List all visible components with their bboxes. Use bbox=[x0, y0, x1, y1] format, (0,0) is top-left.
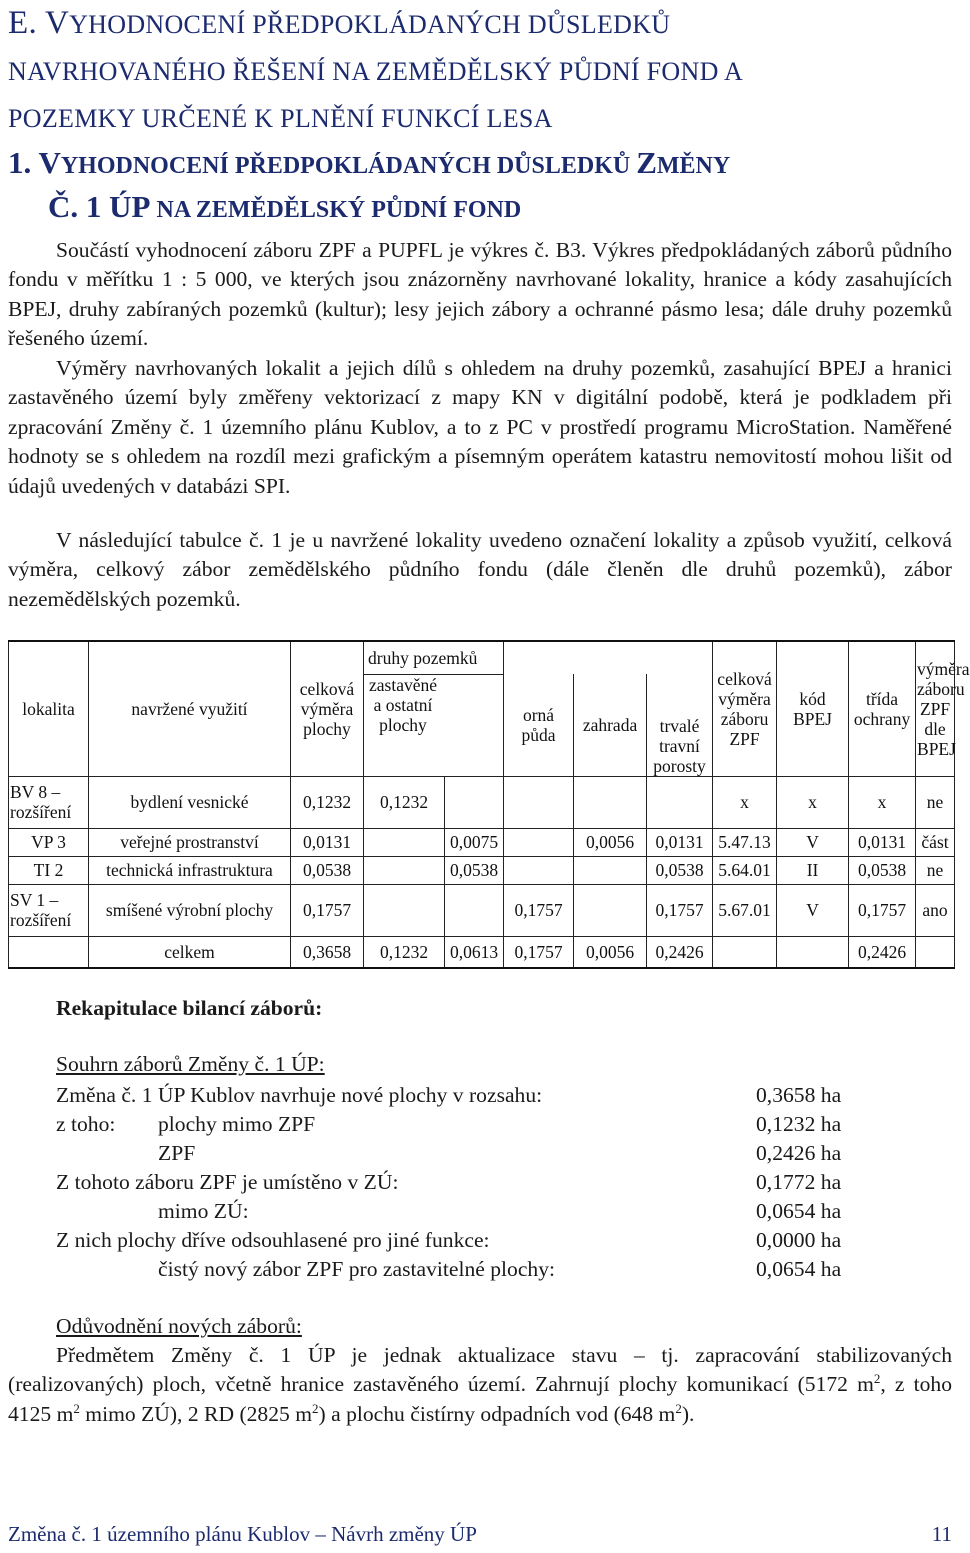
cell-zu: ano bbox=[916, 884, 955, 936]
cell-lokalita: SV 1 – rozšíření bbox=[9, 884, 89, 936]
header-vyuziti: navržené využití bbox=[89, 641, 291, 776]
chapter-title-line1: E. VYHODNOCENÍ PŘEDPOKLÁDANÝCH DŮSLEDKŮ bbox=[8, 5, 671, 41]
cell-zahrada bbox=[504, 856, 574, 884]
header-druhy-pozemku: druhy pozemků bbox=[364, 641, 504, 674]
cell-vyuziti: technická infrastruktura bbox=[89, 856, 291, 884]
recap-sublabel: plochy mimo ZPF bbox=[158, 1112, 316, 1136]
cell-bpej: x bbox=[713, 776, 777, 828]
header-trida-ochrany: třída ochrany bbox=[849, 641, 916, 776]
cell-ttp bbox=[574, 856, 647, 884]
recap-label: z toho: bbox=[56, 1112, 116, 1136]
cell-zu: ne bbox=[916, 776, 955, 828]
recap-subtitle: Souhrn záborů Změny č. 1 ÚP: bbox=[56, 1052, 325, 1076]
cell-empty bbox=[713, 936, 777, 968]
chapter-title-line2: NAVRHOVANÉHO ŘEŠENÍ NA ZEMĚDĚLSKÝ PŮDNÍ FOND A bbox=[8, 57, 744, 86]
cell-trida: V bbox=[777, 884, 849, 936]
recap-title: Rekapitulace bilancí záborů: bbox=[56, 996, 323, 1020]
recap-label: Změna č. 1 ÚP Kublov navrhuje nové plochy v rozsahu: bbox=[56, 1083, 543, 1107]
cell-zastavene: 0,1232 bbox=[364, 776, 445, 828]
cell-zahrada: 0,1757 bbox=[504, 884, 574, 936]
cell-zu: ne bbox=[916, 856, 955, 884]
recap-value: 0,0654 ha bbox=[756, 1257, 842, 1281]
cell-bpej: 5.64.01 bbox=[713, 856, 777, 884]
cell-total-zahrada: 0,1757 bbox=[504, 936, 574, 968]
recap-sublabel: mimo ZÚ: bbox=[158, 1199, 249, 1223]
table-total-row bbox=[9, 936, 955, 968]
cell-lokalita: VP 3 bbox=[9, 828, 89, 856]
cell-vyuziti: smíšené výrobní plochy bbox=[89, 884, 291, 936]
cell-trida: x bbox=[777, 776, 849, 828]
cell-zastavene bbox=[364, 828, 445, 856]
recap-value: 0,2426 ha bbox=[756, 1141, 842, 1165]
cell-zabor-zpf: 0,0131 bbox=[647, 828, 713, 856]
footer-document-title: Změna č. 1 územního plánu Kublov – Návrh změny ÚP bbox=[8, 1522, 477, 1546]
section-title-line1: 1. VYHODNOCENÍ PŘEDPOKLÁDANÝCH DŮSLEDKŮ ZMĚNY bbox=[8, 145, 731, 180]
cell-orna: 0,0538 bbox=[445, 856, 504, 884]
cell-celkova: 0,1757 bbox=[291, 884, 364, 936]
cell-ttp bbox=[574, 884, 647, 936]
cell-orna: 0,0075 bbox=[445, 828, 504, 856]
paragraph-table-intro: V následující tabulce č. 1 je u navržené lokality uvedeno označení lokality a způsob využití, celková výměra, celkový zábor zemědělského půdního fondu (dále členěn dle druhů pozemků), zábor nezemědělských pozemků. bbox=[8, 528, 952, 611]
cell-vymera-bpej: 0,1757 bbox=[849, 884, 916, 936]
header-lokalita: lokalita bbox=[9, 641, 89, 776]
cell-zahrada bbox=[504, 828, 574, 856]
recap-line bbox=[56, 1197, 916, 1226]
cell-total-celkova: 0,3658 bbox=[291, 936, 364, 968]
cell-bpej: 5.67.01 bbox=[713, 884, 777, 936]
footer-page-number: 11 bbox=[931, 1522, 952, 1546]
table-row bbox=[9, 884, 955, 936]
recap-value: 0,3658 ha bbox=[756, 1083, 842, 1107]
cell-zastavene bbox=[364, 856, 445, 884]
justification-title: Odůvodnění nových záborů: bbox=[56, 1314, 302, 1338]
table-row bbox=[9, 856, 955, 884]
header-zastavene: zastavěné a ostatní plochy bbox=[364, 674, 504, 776]
cell-empty bbox=[916, 936, 955, 968]
section-title-line2: Č. 1 ÚP NA ZEMĚDĚLSKÝ PŮDNÍ FOND bbox=[48, 189, 522, 224]
cell-total-label: celkem bbox=[89, 936, 291, 968]
recap-line bbox=[56, 1110, 916, 1139]
cell-empty bbox=[9, 936, 89, 968]
cell-total-zastavene: 0,1232 bbox=[364, 936, 445, 968]
justification-paragraph: Předmětem Změny č. 1 ÚP je jednak aktualizace stavu – tj. zapracování stabilizovaných (realizovaných) ploch, včetně hranice zastavěného území. Zahrnují plochy komunikací (5172 $m^2$, z toho 4125 $m^2$ mimo ZÚ), 2 RD (2825 $m^2$) a plochu čistírny odpadních vod (648 $m^2$). bbox=[8, 1343, 953, 1426]
header-ttp: trvalé travní porosty bbox=[647, 674, 713, 776]
cell-total-zabor-zpf: 0,2426 bbox=[647, 936, 713, 968]
cell-total-orna: 0,0613 bbox=[445, 936, 504, 968]
recap-label: Z nich plochy dříve odsouhlasené pro jiné funkce: bbox=[56, 1228, 490, 1252]
cell-zabor-zpf: 0,0538 bbox=[647, 856, 713, 884]
recap-sublabel: čistý nový zábor ZPF pro zastavitelné plochy: bbox=[158, 1257, 555, 1281]
table-row bbox=[9, 776, 955, 828]
cell-total-vymera-bpej: 0,2426 bbox=[849, 936, 916, 968]
cell-trida: V bbox=[777, 828, 849, 856]
recap-label: Z tohoto záboru ZPF je umístěno v ZÚ: bbox=[56, 1170, 399, 1194]
cell-ttp: 0,0056 bbox=[574, 828, 647, 856]
recap-line bbox=[56, 1255, 916, 1284]
cell-empty bbox=[777, 936, 849, 968]
header-kod-bpej: kód BPEJ bbox=[777, 641, 849, 776]
recap-line bbox=[56, 1168, 916, 1197]
cell-lokalita: TI 2 bbox=[9, 856, 89, 884]
cell-trida: II bbox=[777, 856, 849, 884]
recap-value: 0,0654 ha bbox=[756, 1199, 842, 1223]
recap-line bbox=[56, 1081, 916, 1110]
cell-celkova: 0,1232 bbox=[291, 776, 364, 828]
cell-orna bbox=[445, 776, 504, 828]
header-zabor-zpf: celková výměra záboru ZPF bbox=[713, 641, 777, 776]
header-celkova-vymera: celková výměra plochy bbox=[291, 641, 364, 776]
cell-vymera-bpej: 0,0538 bbox=[849, 856, 916, 884]
cell-vyuziti: veřejné prostranství bbox=[89, 828, 291, 856]
cell-vymera-bpej: x bbox=[849, 776, 916, 828]
cell-lokalita: BV 8 – rozšíření bbox=[9, 776, 89, 828]
header-zahrada: zahrada bbox=[574, 674, 647, 776]
cell-celkova: 0,0131 bbox=[291, 828, 364, 856]
cell-zabor-zpf: 0,1757 bbox=[647, 884, 713, 936]
recap-value: 0,1232 ha bbox=[756, 1112, 842, 1136]
cell-bpej: 5.47.13 bbox=[713, 828, 777, 856]
recap-line bbox=[56, 1226, 916, 1255]
recap-line bbox=[56, 1139, 916, 1168]
cell-vymera-bpej: 0,0131 bbox=[849, 828, 916, 856]
cell-total-ttp: 0,0056 bbox=[574, 936, 647, 968]
cell-ttp bbox=[574, 776, 647, 828]
cell-zu: část bbox=[916, 828, 955, 856]
recap-list bbox=[56, 1081, 916, 1284]
land-take-table bbox=[8, 640, 970, 969]
header-vymera-bpej: výměra záboru ZPF dle BPEJ bbox=[916, 641, 955, 776]
cell-zahrada bbox=[504, 776, 574, 828]
cell-zastavene bbox=[364, 884, 445, 936]
header-spacer bbox=[504, 641, 713, 674]
cell-vyuziti: bydlení vesnické bbox=[89, 776, 291, 828]
recap-sublabel: ZPF bbox=[158, 1141, 196, 1165]
cell-celkova: 0,0538 bbox=[291, 856, 364, 884]
cell-zabor-zpf bbox=[647, 776, 713, 828]
cell-orna bbox=[445, 884, 504, 936]
paragraph-measurement: Výměry navrhovaných lokalit a jejich dílů s ohledem na druhy pozemků, zasahující BPEJ a hranici zastavěného území byly změřeny vektorizací z mapy KN v digitální podobě, která je podkladem při zpracování Změny č. 1 územního plánu Kublov, a to z PC v prostředí programu MicroStation. Naměřené hodnoty se s ohledem na rozdíl mezi grafickým a písemným operátem katastru nemovitostí mohou lišit od údajů uvedených v databázi SPI. bbox=[8, 356, 952, 498]
chapter-title-line3: POZEMKY URČENÉ K PLNĚNÍ FUNKCÍ LESA bbox=[8, 104, 553, 133]
recap-value: 0,1772 ha bbox=[756, 1170, 842, 1194]
recap-value: 0,0000 ha bbox=[756, 1228, 842, 1252]
header-orna-puda: orná půda bbox=[504, 674, 574, 776]
paragraph-intro: Součástí vyhodnocení záboru ZPF a PUPFL je výkres č. B3. Výkres předpokládaných záborů půdního fondu v měřítku 1 : 5 000, ve kterých jsou znázorněny navrhované lokality, hranice a kódy zasahujících BPEJ, druhy zabíraných pozemků (kultur); lesy jejich zábory a ochranné pásmo lesa; dále druhy pozemků řešeného území. bbox=[8, 238, 952, 351]
table-row bbox=[9, 828, 955, 856]
